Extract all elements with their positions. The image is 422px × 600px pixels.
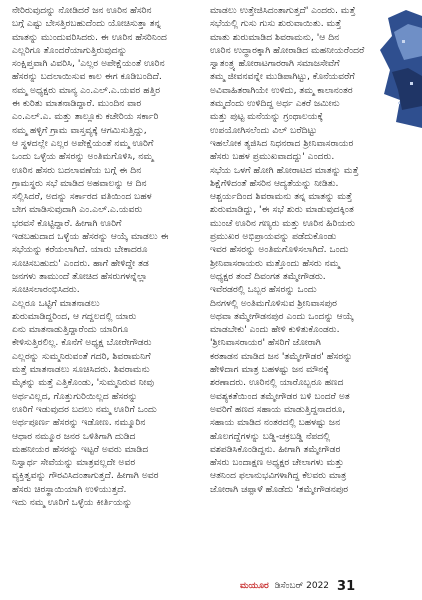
publication-logo: ಮಯೂರ bbox=[240, 581, 269, 591]
page-footer bbox=[240, 578, 410, 594]
article-text-right: ಮಾಡಲು ಉತ್ತೇಜಿಸಿದಂತಾಗುತ್ತದೆ' ಎಂದರು. ಮತ್ತೆ ಸಭೆಯಲ್ಲಿ ಗುಸು ಗುಸು ಶುರುವಾಯಿತು. ಮತ್ತೆ ಮಾತು ಶುರುಮಾಡಿದ ಶಿವರಾಮನು, 'ಆ ದಿನ ಊರಿನ ಉದ್ಧಾರಕ್ಕಾಗಿ ಹೋರಾಡಿದ ಮಹನೀಯರೆಂದರೆ ಸ್ವಾತಂತ್ರ್ಯ ಹೋರಾಟಗಾರರಾಗಿ ಸಮಾಜಸೇವೆಗೆ ತಮ್ಮ ಜೀವನವನ್ನೇ ಮುಡಿಪಾಗಿಟ್ಟು, ಕೊನೆಯವರೆಗೆ ಅವಿವಾಹಿತರಾಗಿಯೇ ಉಳಿದು, ತಮ್ಮ ಕಾಲಾನಂತರ ತಮ್ಮದೆಂದು ಉಳಿದಿದ್ದ ಅರ್ಧ ಎಕರೆ ಜಮೀನು ಮತ್ತು ಪುಟ್ಟ ಮನೆಯನ್ನು ಗ್ರಂಥಾಲಯಕ್ಕೆ ಉಪಯೋಗಿಸಲೆಂದು ವಿಲ್ ಬರೆದಿಟ್ಟು ಇಹಲೋಕ ತ್ಯಜಿಸಿದ ನಿಧನರಾದ ಶ್ರೀನಿವಾಸರಾಯರ ಹೆಸರು ಬಹಳ ಪ್ರಮುಖವಾದದ್ದು' ಎಂದರು. ಸಭೆಯ ಒಳಗೆ ಹೋಗಿ ಹೋರಾಟದ ಮಾತನ್ನು ಮತ್ತೆ ಶಿಕ್ಷೆಗೆಳಿದಂತೆ ಹೆಸರಿನ ಆದ್ಯತೆಯನ್ನು ನೀಡಿತು. ಆಶ್ಚರ್ಯದಿಂದ ಶಿವರಾಮನು ತನ್ನ ಮಾತನ್ನು ಮತ್ತೆ ಶುರುಮಾಡಿದ್ದು, 'ಈ ಸಭೆ ಶುರು ಮಾಡುವುದಕ್ಕಿಂತ ಮುಂಚೆ ಊರಿನ ಗಣ್ಯರು ಮತ್ತು ಊರಿನ ಹಿರಿಯರು ಪ್ರಮುಖರ ಅಭಿಪ್ರಾಯವನ್ನು ಪಡೆದುಕೊಂಡು ಇವರ ಹೆಸರನ್ನು ಅಂತಿಮಗೊಳಿಸಲಾಗಿದೆ. ಒಂದು ಶ್ರೀನಿವಾಸರಾಯರು ಮತ್ತೊಂದು ಹೆಸರು ನಮ್ಮ ಅಧ್ಯಕ್ಷರ ತಂದೆ ದಿವಂಗತ ತಮ್ಮೇಗೌಡರು. ಇವೆರಡರಲ್ಲಿ ಒಬ್ಬರ ಹೆಸರನ್ನು ಒಂದು ದಿನಗಳಲ್ಲಿ ಅಂತಿಮಗೊಳಿಸುವ ಶ್ರೀನಿವಾಸಪುರ ಅಥವಾ ತಮ್ಮೇಗೌಡನಪುರ ಎಂದು ಒಂದನ್ನು ಆಯ್ಕೆ ಮಾಡಬೇಕು' ಎಂದು ಹೇಳಿ ಕುಳಿತುಕೊಂಡರು. 'ಶ್ರೀನಿವಾಸರಾಯರ' ಹೆಸರಿಗೆ ಜೋರಾಗಿ ಕರತಾಡನ ಮಾಡಿದ ಜನ 'ತಮ್ಮೇಗೌಡರ' ಹೆಸರನ್ನು ಹೇಳಿದಾಗ ಮಾತ್ರ ಬಹಳಷ್ಟು ಜನ ಮೌನಕ್ಕೆ ಶರಣಾದರು. ಊರಿನಲ್ಲಿ ಯಾರೊಬ್ಬರೂ ಹಣದ ಅವಶ್ಯಕತೆಯಿಂದ ತಮ್ಮೇಗೌಡರ ಬಳಿ ಬಂದರೆ ಅತ ಅವರಿಗೆ ಹಣದ ಸಹಾಯ ಮಾಡುತ್ತಿದ್ದನಾದರೂ, ಸಹಾಯ ಮಾಡಿದ ನಂತರದಲ್ಲಿ ಬಹಳಷ್ಟು ಜನ ಹೊಲಗದ್ದೆಗಳನ್ನು ಬಡ್ಡಿ-ಚಕ್ರಬಡ್ಡಿ ನೆಪದಲ್ಲಿ ವಶಪಡಿಸಿಕೊಂಡಿದ್ದನು. ಹೀಗಾಗಿ ತಮ್ಮೇಗೌಡರ ಹೆಸರು ಬಂದಾಕ್ಷಣ ಅಧ್ಯಕ್ಷರ ಚೇಲಾಗಳು ಮತ್ತು ಆತನಿಂದ ಫಲಾನುಭವಿಗಳಾಗಿದ್ದ ಕೆಲವರು ಮಾತ್ರ ಜೋರಾಗಿ ಚಪ್ಪಾಳೆ ಹೊಡೆದು 'ತಮ್ಮೇಗೌಡನಪುರ bbox=[210, 5, 365, 495]
page-number: 31 bbox=[337, 578, 356, 594]
issue-date: ಡಿಸೆಂಬರ್ 2022 bbox=[274, 581, 330, 591]
decorative-illustration bbox=[378, 10, 422, 128]
article-text-left: ನೇರಿರುವುದನ್ನು ನೋಡಿದರೆ ಜನ ಊರಿನ ಹೆಸರಿನ ಬಗ್ಗೆ ಎಷ್ಟು ಬೇಸತ್ತಿರಬಹುದೆಂದು ಯೋಚಿಸುತ್ತಾ ತನ್ನ ಮಾತನ್ನು ಮುಂದುವರಿಸಿದರು. ಈ ಊರಿನ ಹೆಸರಿನಿಂದ ಎಲ್ಲರಿಗೂ ತೊಂದರೆಯಾಗುತ್ತಿರುವುದನ್ನು ಸಂಕ್ಷಿಪ್ತವಾಗಿ ವಿವರಿಸಿ, 'ಎಲ್ಲರ ಅಪೇಕ್ಷೆಯಂತೆ ಊರಿನ ಹೆಸರನ್ನು ಬದಲಾಯಿಸುವ ಕಾಲ ಈಗ ಕೂಡಿಬಂದಿದೆ. ನಮ್ಮ ಅಧ್ಯಕ್ಷರು ಮಾನ್ಯ ಎಂ.ಎಲ್.ಎ.ಯವರ ಹತ್ತಿರ ಈ ಕುರಿತು ಮಾತನಾಡಿದ್ದಾರೆ. ಮುಂದಿನ ವಾರ ಎಂ.ಎಲ್.ಎ. ಮತ್ತು ತಾಲ್ಲೂಕು ಕಚೇರಿಯ ಸರ್ಕಾರಿ ನಮ್ಮ ಹಳ್ಳಿಗೆ ಗ್ರಾಮ ವಾಸ್ತವ್ಯಕ್ಕೆ ಆಗಮಿಸುತ್ತಿದ್ದು, ಆ ಸ್ಥಳದಲ್ಲೇ ಎಲ್ಲರ ಅಪೇಕ್ಷೆಯಂತೆ ನಮ್ಮ ಊರಿಗೆ ಒಂದು ಒಳ್ಳೆಯ ಹೆಸರನ್ನು ಅಂತಿಮಗೊಳಿಸಿ, ನಮ್ಮ ಊರಿನ ಹೆಸರು ಬದಲಾವಣೆಯ ಬಗ್ಗೆ ಈ ದಿನ ಗ್ರಾಮಸ್ಥರು ಸಭೆ ಮಾಡಿದ ಅಹವಾಲನ್ನು ಆ ದಿನ ಸಲ್ಲಿಸಿದರೆ, ಅದನ್ನು ಸರ್ಕಾರದ ವತಿಯಿಂದ ಬಹಳ ಬೇಗ ಮಾಡಿಸುವುದಾಗಿ ಎಂ.ಎಲ್.ಎ.ಯವರು ಭರವಸೆ ಕೊಟ್ಟಿದ್ದಾರೆ. ಹೀಗಾಗಿ ಊರಿಗೆ ಇಡಬಹುದಾದ ಒಳ್ಳೆಯ ಹೆಸರನ್ನು ಆಯ್ಕೆ ಮಾಡಲು ಈ ಸಭೆಯನ್ನು ಕರೆಯಲಾಗಿದೆ. ಯಾರು ಬೇಕಾದರೂ ಸೂಚಿಸಬಹುದು' ಎಂದರು. ಹಾಗೆ ಹೇಳಿದ್ದೇ ತಡ ಜನಗಳು ತಾಮುಂದೆ ತೋಚಿದ ಹೆಸರುಗಳನ್ನೆಲ್ಲಾ ಸೂಚಿಸಲಾರಂಭಿಸಿದರು. ಎಲ್ಲರೂ ಒಟ್ಟಿಗೆ ಮಾತನಾಡಲು ಶುರುಮಾಡಿದ್ದರಿಂದ, ಆ ಗದ್ದಲದಲ್ಲಿ ಯಾರು ಏನು ಮಾತನಾಡುತ್ತಿದ್ದಾರೆಂದು ಯಾರಿಗೂ ಕೇಳಿಸುತ್ತಿರಲಿಲ್ಲ. ಕೊನೆಗೆ ಅಧ್ಯಕ್ಷ ಬೋರೇಗೌಡರು ಎಲ್ಲರನ್ನು ಸುಮ್ಮನಿರುವಂತೆ ಗದರಿ, ಶಿವರಾಮನಿಗೆ ಮತ್ತೆ ಮಾತನಾಡಲು ಸೂಚಿಸಿದರು. ಶಿವರಾಮನು ಮೈಕನ್ನು ಮತ್ತೆ ಎತ್ತಿಕೊಂಡು, 'ಸುಮ್ಮನಿರುವ ನೀವು ಅರ್ಥವಿಲ್ಲದ, ಗೊತ್ತುಗುರಿಯಿಲ್ಲದ ಹೆಸರನ್ನು ಊರಿಗೆ ಇಡುವುದರ ಬದಲು ನಮ್ಮ ಊರಿಗೆ ಒಂದು ಅರ್ಥಪೂರ್ಣ ಹೆಸರನ್ನು ಇಡೋಣ. ನಮ್ಮೂರಿನ ಆಧಾರ ನಮ್ಮೂರ ಜನರ ಒಳಿತಿಗಾಗಿ ದುಡಿದ ಮಹನೀಯರ ಹೆಸರನ್ನು ಇಟ್ಟರೆ ಅವರು ಮಾಡಿದ ನಿಸ್ವಾರ್ಥ ಸೇವೆಯನ್ನು ಮಾತ್ರವಲ್ಲದೇ ಅವರ ವ್ಯಕ್ತಿತ್ವವನ್ನು ಗೌರವಿಸಿದಂತಾಗುತ್ತದೆ. ಹೀಗಾಗಿ ಅವರ ಹೆಸರು ಚಿರಸ್ಥಾಯಿಯಾಗಿ ಉಳಿಯುತ್ತದೆ. ಇದು ನಮ್ಮ ಊರಿಗೆ ಒಳ್ಳೆಯ ಕೀರ್ತಿಯನ್ನು bbox=[12, 5, 169, 508]
article-column-right bbox=[210, 4, 375, 564]
article-column-left bbox=[12, 4, 201, 564]
